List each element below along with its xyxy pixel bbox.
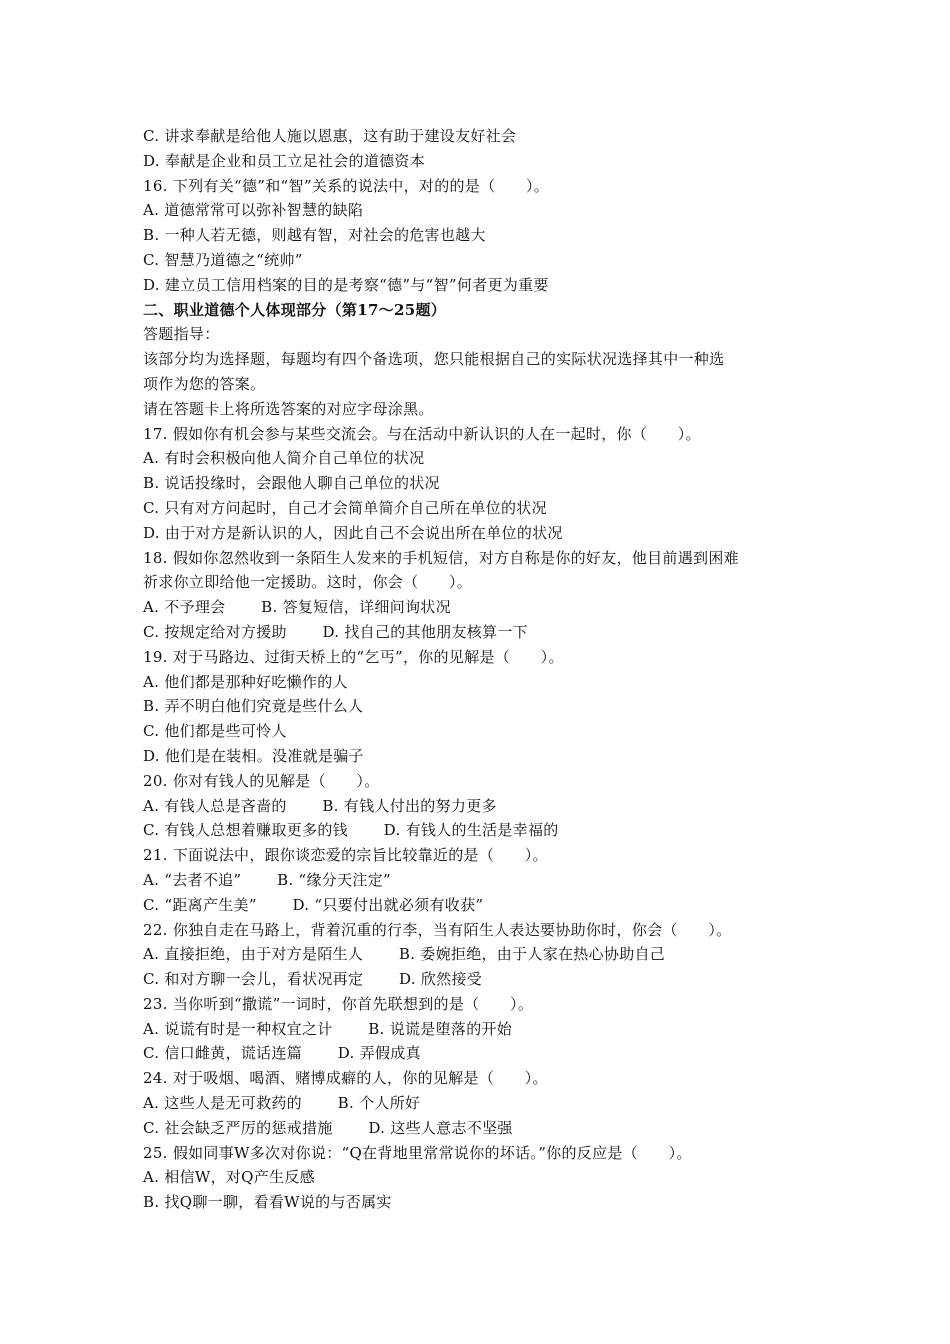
question-17: 17. 假如你有机会参与某些交流会。与在活动中新认识的人在一起时，你（ ）。 (143, 424, 701, 443)
question-18: 18. 假如你忽然收到一条陌生人发来的手机短信，对方自称是你的好友，他目前遇到困难 (143, 548, 739, 567)
answer-option: D. 由于对方是新认识的人，因此自己不会说出所在单位的状况 (143, 523, 563, 542)
question-19: 19. 对于马路边、过街天桥上的“乞丐”，你的见解是（ ）。 (143, 647, 564, 666)
answer-option: C. “距离产生美” D. “只要付出就必须有收获” (143, 895, 484, 914)
answer-option: A. 道德常常可以弥补智慧的缺陷 (143, 201, 364, 220)
answer-option: B. 一种人若无德，则越有智，对社会的危害也越大 (143, 226, 486, 245)
answer-option: C. 和对方聊一会儿，看状况再定 D. 欣然接受 (143, 970, 483, 989)
answer-option: A. 说谎有时是一种权宜之计 B. 说谎是堕落的开始 (143, 1019, 513, 1038)
answer-option: D. 他们是在装相。没准就是骗子 (143, 746, 364, 765)
question-23: 23. 当你听到“撒谎”一词时，你首先联想到的是（ ）。 (143, 994, 534, 1013)
question-20: 20. 你对有钱人的见解是（ ）。 (143, 771, 380, 790)
answer-option: C. 社会缺乏严厉的惩戒措施 D. 这些人意志不坚强 (143, 1118, 513, 1137)
instruction-heading: 答题指导： (143, 325, 220, 344)
answer-option: C. 只有对方问起时，自己才会简单简介自己所在单位的状况 (143, 498, 547, 517)
answer-option: B. 弄不明白他们究竟是些什么人 (143, 697, 364, 716)
answer-option: B. 找Q聊一聊，看看W说的与否属实 (143, 1193, 392, 1212)
answer-option: B. 说话投缘时，会跟他人聊自己单位的状况 (143, 474, 440, 493)
answer-option: A. 他们都是那种好吃懒作的人 (143, 672, 348, 691)
answer-option: A. 直接拒绝，由于对方是陌生人 B. 委婉拒绝，由于人家在热心协助自己 (143, 945, 666, 964)
answer-option: C. 有钱人总想着赚取更多的钱 D. 有钱人的生活是幸福的 (143, 821, 559, 840)
question-21: 21. 下面说法中，跟你谈恋爱的宗旨比较靠近的是（ ）。 (143, 846, 548, 865)
answer-option: A. “去者不追” B. “缘分天注定” (143, 870, 391, 889)
answer-option: A. 有钱人总是吝啬的 B. 有钱人付出的努力更多 (143, 796, 497, 815)
answer-option: C. 智慧乃道德之“统帅” (143, 250, 303, 269)
instruction-text: 请在答题卡上将所选答案的对应字母涂黑。 (143, 399, 434, 418)
answer-option: C. 他们都是些可怜人 (143, 722, 287, 741)
answer-option: D. 奉献是企业和员工立足社会的道德资本 (143, 151, 426, 170)
section-heading: 二、职业道德个人体现部分（第17～25题） (143, 300, 447, 319)
answer-option: D. 建立员工信用档案的目的是考察“德”与“智”何者更为重要 (143, 275, 549, 294)
answer-option: C. 信口雌黄，谎话连篇 D. 弄假成真 (143, 1044, 421, 1063)
answer-option: A. 这些人是无可救药的 B. 个人所好 (143, 1094, 421, 1113)
question-22: 22. 你独自走在马路上，背着沉重的行李，当有陌生人表达要协助你时，你会（ ）。 (143, 920, 732, 939)
instruction-text: 项作为您的答案。 (143, 374, 266, 393)
question-25: 25. 假如同事W多次对你说：“Q在背地里常常说你的坏话。”你的反应是（ ）。 (143, 1143, 692, 1162)
answer-option: A. 有时会积极向他人简介自己单位的状况 (143, 449, 425, 468)
instruction-text: 该部分均为选择题，每题均有四个备选项，您只能根据自己的实际状况选择其中一种选 (143, 350, 725, 369)
answer-option: A. 不予理会 B. 答复短信，详细问询状况 (143, 598, 451, 617)
answer-option: A. 相信W，对Q产生反感 (143, 1168, 315, 1187)
question-16: 16. 下列有关“德”和“智”关系的说法中，对的的是（ ）。 (143, 176, 550, 195)
document-body (143, 124, 823, 1215)
answer-option: C. 讲求奉献是给他人施以恩惠，这有助于建设友好社会 (143, 127, 517, 145)
question-18-continued: 祈求你立即给他一定援助。这时，你会（ ）。 (143, 573, 473, 592)
question-24: 24. 对于吸烟、喝酒、赌博成癖的人，你的见解是（ ）。 (143, 1069, 548, 1088)
answer-option: C. 按规定给对方援助 D. 找自己的其他朋友核算一下 (143, 622, 528, 641)
